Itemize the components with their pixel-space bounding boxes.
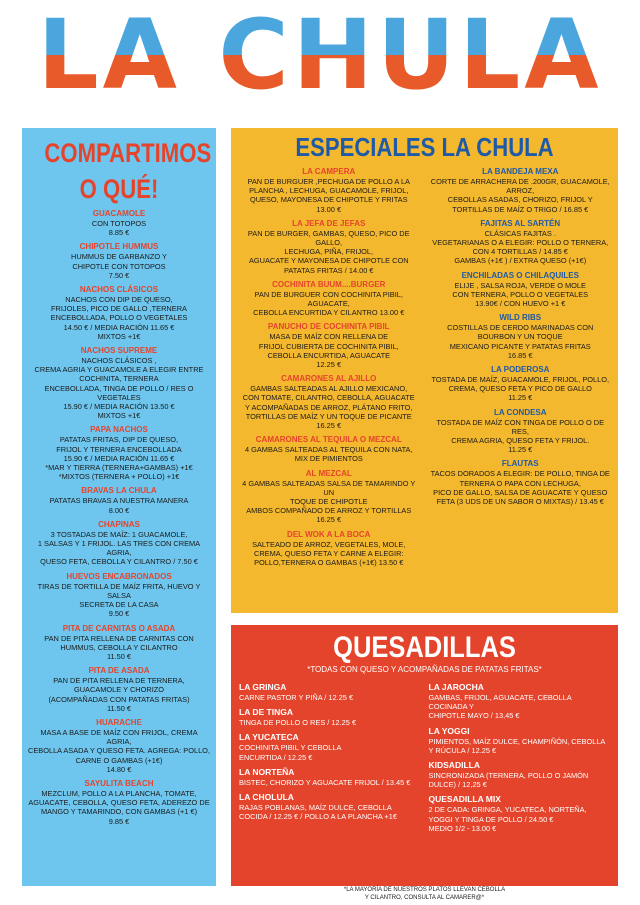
menu-item-description: PATATAS BRAVAS A NUESTRA MANERA 8.00 € <box>49 496 189 515</box>
menu-item-description: NACHOS CLÁSICOS , CREMA AGRIA Y GUACAMOLE A ELEGIR ENTRE COCHINITA, TERNERA ENCEBOLLADA, TINGA DE POLLO / RES O VEGETALES 15.90 € / MEDIA RACIÓN 13.50 € MIXTOS +1€ <box>34 356 204 421</box>
menu-item <box>28 623 210 662</box>
menu-item-description: CON TOTOPOS 8.85 € <box>91 219 147 238</box>
menu-item <box>28 717 210 774</box>
menu-item-description: PAN DE PITA RELLENA DE CARNITAS CON HUMMUS, CEBOLLA Y CILANTRO 11.50 € <box>44 633 194 661</box>
menu-item-name: LA YUCATECA <box>239 732 299 743</box>
menu-item-name: WILD RIBS <box>499 313 542 323</box>
menu-item-description: ELIJE , SALSA ROJA, VERDE O MOLE CON TERNERA, POLLO O VEGETALES 13.90€ / CON HUEVO +1 € <box>452 280 589 309</box>
menu-item <box>429 364 613 403</box>
menu-item-description: RAJAS POBLANAS, MAÍZ DULCE, CEBOLLA COCIDA / 12.25 € / POLLO A LA PLANCHA +1€ <box>239 803 397 822</box>
menu-item-name: LA JEFA DE JEFAS <box>292 218 366 228</box>
menu-item-name: PITA DE CARNITAS O ASADA <box>62 623 176 633</box>
menu-item-name: LA CHOLULA <box>239 792 294 803</box>
menu-item <box>429 682 611 721</box>
menu-item <box>237 434 421 463</box>
menu-item-name: GUACAMOLE <box>92 209 146 218</box>
menu-item <box>429 794 611 833</box>
menu-item-name: FAJITAS AL SARTÉN <box>480 218 561 228</box>
menu-item-description: MASA DE MAÍZ CON RELLENA DE FRIJOL CUBIERTA DE COCHINITA PIBIL, CEBOLLA ENCURTIDA, AGUACATE 12.25 € <box>258 332 399 370</box>
menu-item-name: LA CONDESA <box>493 407 547 417</box>
menu-item-description: MASA A BASE DE MAÍZ CON FRIJOL, CREMA AGRIA, CEBOLLA ASADA Y QUESO FETA. AGREGA: POLLO, CARNE O GAMBAS (+1€) 14.80 € <box>28 727 210 774</box>
menu-item-name: LA YOGGI <box>428 725 470 736</box>
menu-item-description: NACHOS CON DIP DE QUESO, FRIJOLES, PICO DE GALLO ,TERNERA ENCEBOLLADA, POLLO O VEGETALES 14.50 € / MEDIA RACIÓN 11.65 € MIXTOS +1€ <box>50 295 188 341</box>
menu-item-name: LA BANDEJA MEXA <box>482 167 559 176</box>
menu-item-name: LA JAROCHA <box>428 682 484 692</box>
menu-item-name: HUEVOS ENCABRONADOS <box>66 571 172 581</box>
menu-item-name: NACHOS CLÁSICOS <box>79 285 159 295</box>
menu-item-description: MEZCLUM, POLLO A LA PLANCHA, TOMATE, AGUACATE, CEBOLLA, QUESO FETA, ADEREZO DE MANGO Y TAMARINDO, CON GAMBAS (+1 €) 9.85 € <box>28 788 210 826</box>
menu-item-description: PAN DE BURGUER CON COCHINITA PIBIL, AGUACATE, CEBOLLA ENCURTIDA Y CILANTRO 13.00 € <box>253 289 405 318</box>
quesadillas-column-1 <box>239 682 421 838</box>
menu-item <box>239 767 421 787</box>
menu-item <box>429 726 611 755</box>
menu-item <box>28 571 210 619</box>
menu-item-name: KIDSADILLA <box>428 760 480 771</box>
quesadillas-panel <box>231 625 618 886</box>
menu-item <box>429 166 613 214</box>
menu-item-name: CHIPOTLE HUMMUS <box>79 242 159 252</box>
menu-item <box>237 321 421 369</box>
restaurant-title <box>0 0 640 118</box>
quesadillas-column-2 <box>429 682 611 838</box>
menu-item-description: TIRAS DE TORTILLA DE MAÍZ FRITA, HUEVO Y SALSA SECRETA DE LA CASA 9.50 € <box>37 581 201 619</box>
menu-item-name: LA GRINGA <box>239 682 287 692</box>
menu-item <box>239 707 421 727</box>
menu-item-description: 4 GAMBAS SALTEADAS SALSA DE TAMARINDO Y UN TOQUE DE CHIPOTLE AMBOS COMPAÑADO DE ARROZ Y TORTILLAS 16.25 € <box>242 478 416 525</box>
menu-item-description: TACOS DORADOS A ELEGIR: DE POLLO, TINGA DE TERNERA O PAPA CON LECHUGA, PICO DE GALLO, SALSA DE AGUACATE Y QUESO FETA (3 UDS DE UN SABOR O MIXTAS) / 13.45 € <box>430 469 610 507</box>
menu-item-name: LA DE TINGA <box>239 707 293 718</box>
menu-item <box>28 241 210 280</box>
menu-item <box>28 665 210 713</box>
menu-item <box>237 373 421 430</box>
menu-item-name: CAMARONES AL TEQUILA O MEZCAL <box>255 435 402 445</box>
menu-item-name: CHAPINAS <box>98 519 140 529</box>
menu-item-description: HUMMUS DE GARBANZO Y CHIPOTLE CON TOTOPOS 7.50 € <box>71 252 167 280</box>
menu-item-name: COCHINITA BUUM....BURGER <box>272 279 386 289</box>
quesadillas-subtitle: *TODAS CON QUESO Y ACOMPAÑADAS DE PATATAS FRITAS* <box>307 665 542 674</box>
menu-item-description: PAN DE PITA RELLENA DE TERNERA, GUACAMOLE Y CHORIZO (ACOMPAÑADAS CON PATATAS FRITAS) 11.50 € <box>48 676 190 713</box>
menu-item <box>429 312 613 360</box>
menu-item-description: GAMBAS, FRIJOL, AGUACATE, CEBOLLA COCINADA Y CHIPOTLE MAYO / 13,45 € <box>428 693 572 721</box>
specials-panel <box>231 128 618 613</box>
menu-item-name: PANUCHO DE COCHINITA PIBIL <box>267 322 390 332</box>
menu-item-description: 3 TOSTADAS DE MAÍZ: 1 GUACAMOLE, 1 SALSAS Y 1 FRIJOL. LAS TRES CON CREMA AGRIA, QUESO FETA, CEBOLLA Y CILANTRO / 7.50 € <box>37 529 201 567</box>
quesadillas-heading: QUESADILLAS <box>333 631 516 664</box>
menu-item-description: PAN DE BURGUER ,PECHUGA DE POLLO A LA PLANCHA , LECHUGA, GUACAMOLE, FRIJOL, QUESO, MAYONESA DE CHIPOTLE Y FRITAS 13.00 € <box>247 177 410 214</box>
menu-item-description: PAN DE BURGER, GAMBAS, QUESO, PICO DE GALLO, LECHUGA, PIÑA, FRIJOL, AGUACATE Y MAYONESA DE CHIPOTLE CON PATATAS FRITAS / 14.00 € <box>247 228 410 275</box>
shared-heading-1: COMPARTIMOS <box>44 138 212 168</box>
menu-item-description: SALTEADO DE ARROZ, VEGETALES, MOLE, CREMA, QUESO FETA Y CARNE A ELEGIR: POLLO,TERNERA O GAMBAS (+1€) 13.50 € <box>252 539 406 568</box>
menu-item <box>28 208 210 237</box>
menu-item-name: QUESADILLA MIX <box>428 794 501 805</box>
menu-item-description: COCHINITA PIBIL Y CEBOLLA ENCURTIDA / 12.25 € <box>239 743 342 762</box>
menu-item-name: PITA DE ASADA <box>88 666 150 676</box>
menu-item <box>237 468 421 525</box>
menu-item-name: AL MEZCAL <box>305 468 352 478</box>
menu-item-name: LA NORTEÑA <box>239 766 295 777</box>
shared-heading-2: O QUÉ! <box>79 174 159 204</box>
menu-item-name: FLAUTAS <box>501 459 539 469</box>
shared-items-list <box>28 208 210 826</box>
menu-item-description: TINGA DE POLLO O RES / 12.25 € <box>239 718 357 728</box>
menu-item <box>237 218 421 275</box>
menu-item-name: LA PODEROSA <box>491 365 550 375</box>
menu-item <box>28 284 210 341</box>
menu-item <box>28 485 210 514</box>
menu-item-description: GAMBAS SALTEADAS AL AJILLO MEXICANO, CON TOMATE, CILANTRO, CEBOLLA, AGUACATE Y ACOMPAÑADAS DE ARROZ, PLÁTANO FRITO, TORTILLAS DE MAÍZ Y UN TOQUE DE PICANTE 16.25 € <box>242 384 415 431</box>
menu-item-name: SAYULITA BEACH <box>84 778 154 788</box>
menu-item-description: CLÁSICAS FAJITAS . VEGETARIANAS O A ELEGIR: POLLO O TERNERA, CON 4 TORTILLAS / 14.85 € GAMBAS (+1€ ) / EXTRA QUESO (+1€) <box>432 228 609 266</box>
menu-item-description: COSTILLAS DE CERDO MARINADAS CON BOURBON Y UN TOQUE MEXICANO PICANTE Y PATATAS FRITAS 16.85 € <box>447 323 594 360</box>
title-text: LA CHULA <box>37 0 603 111</box>
menu-item-name: PAPA NACHOS <box>90 425 148 435</box>
menu-item-name: NACHOS SUPREME <box>80 346 158 356</box>
menu-item <box>28 778 210 826</box>
menu-item-description: PIMIENTOS, MAÍZ DULCE, CHAMPIÑÓN, CEBOLLA Y RÚCULA / 12.25 € <box>428 736 606 755</box>
menu-item <box>28 345 210 420</box>
menu-item-description: CARNE PASTOR Y PIÑA / 12.25 € <box>239 693 354 702</box>
specials-column-1 <box>237 166 421 571</box>
specials-column-2 <box>429 166 613 571</box>
menu-item-description: 2 DE CADA: GRINGA, YUCATECA, NORTEÑA, YOGGI Y TINGA DE POLLO / 24.50 € MEDIO 1/2 - 13.00 € <box>428 805 587 833</box>
menu-item <box>28 424 210 481</box>
menu-item <box>237 166 421 214</box>
menu-item <box>28 519 210 567</box>
menu-item-name: BRAVAS LA CHULA <box>81 486 157 496</box>
menu-item <box>429 407 613 455</box>
menu-item <box>429 218 613 266</box>
footer-note: *LA MAYORÍA DE NUESTROS PLATOS LLEVAN CEBOLLA Y CILANTRO, CONSULTA AL CAMARER@* <box>343 887 506 901</box>
menu-item <box>237 529 421 568</box>
menu-item-name: LA CAMPERA <box>302 167 356 176</box>
menu-item-name: ENCHILADAS O CHILAQUILES <box>461 270 579 280</box>
shared-plates-panel <box>22 128 216 886</box>
specials-heading: ESPECIALES LA CHULA <box>295 132 554 162</box>
menu-item-name: CAMARONES AL AJILLO <box>281 374 377 384</box>
menu-item <box>239 682 421 702</box>
menu-item <box>429 760 611 789</box>
menu-item-name: HUARACHE <box>96 717 142 727</box>
menu-item <box>237 279 421 318</box>
menu-item <box>429 270 613 309</box>
menu-item-description: SINCRONIZADA (TERNERA, POLLO O JAMÓN DULCE) / 12,25 € <box>428 771 589 790</box>
menu-item-description: TOSTADA DE MAÍZ, GUACAMOLE, FRIJOL, POLLO, CREMA, QUESO FETA Y PICO DE GALLO 11.25 € <box>431 375 610 403</box>
menu-item <box>429 458 613 506</box>
menu-item-name: DEL WOK A LA BOCA <box>287 529 371 539</box>
menu-item-description: CORTE DE ARRACHERA DE .200GR, GUACAMOLE, ARROZ, CEBOLLAS ASADAS, CHORIZO, FRIJOL Y TORTILLAS DE MAÍZ O TRIGO / 16.85 € <box>430 177 610 214</box>
menu-item <box>239 732 421 761</box>
menu-item-description: BISTEC, CHORIZO Y AGUACATE FRIJOL / 13.45 € <box>239 777 411 787</box>
menu-item-description: 4 GAMBAS SALTEADAS AL TEQUILA CON NATA, MIX DE PIMIENTOS <box>244 445 413 464</box>
menu-item-description: PATATAS FRITAS, DIP DE QUESO, FRIJOL Y TERNERA ENCEBOLLADA 15.90 € / MEDIA RACIÓN 11.65 € *MAR Y TIERRA (TERNERA+GAMBAS) +1€ *MIXTOS (TERNERA + POLLO) +1€ <box>45 435 193 482</box>
menu-item-description: TOSTADA DE MAÍZ CON TINGA DE POLLO O DE RES, CREMA AGRIA, QUESO FETA Y FRIJOL. 11.25 € <box>436 417 605 455</box>
menu-item <box>239 792 421 821</box>
